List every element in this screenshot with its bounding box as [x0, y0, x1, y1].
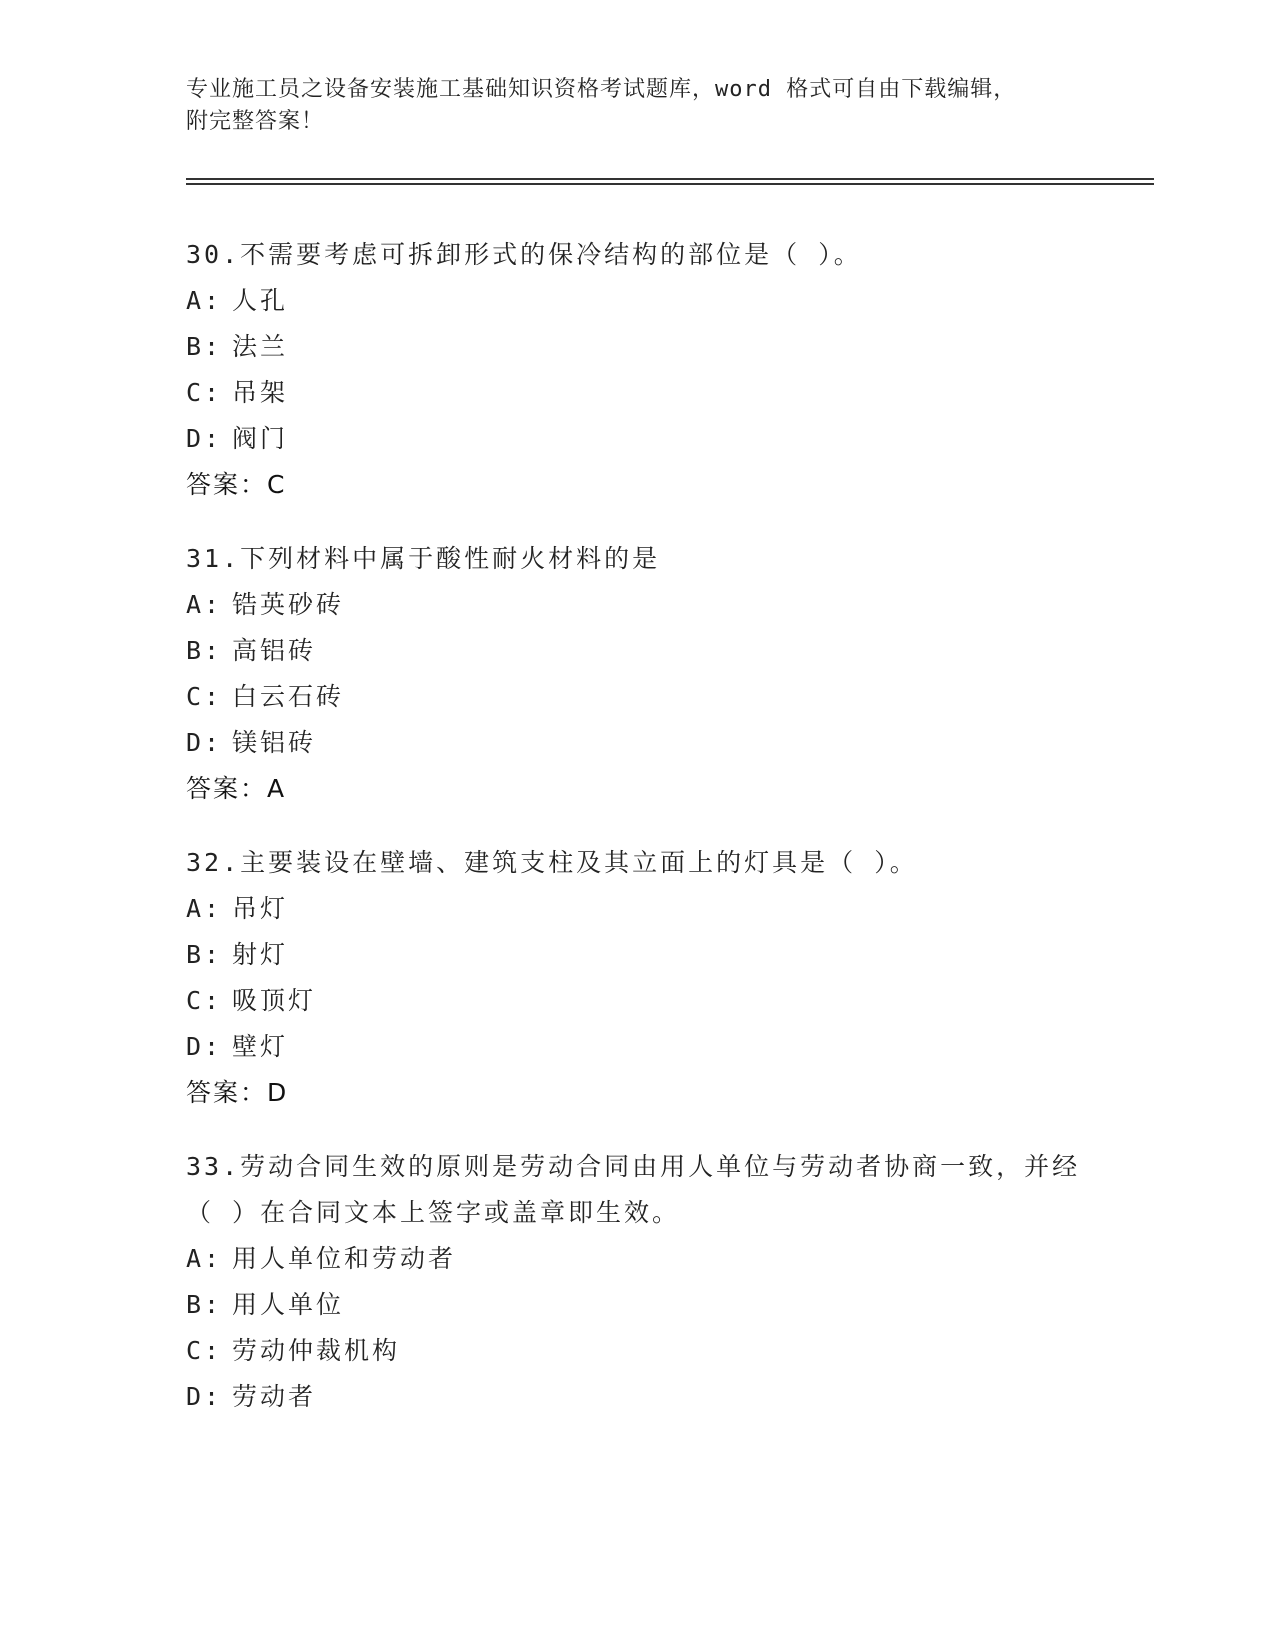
- option-d: [186, 1024, 1086, 1070]
- option-key: D:: [186, 1032, 223, 1061]
- option-c: [186, 370, 1086, 416]
- option-a: [186, 1236, 1086, 1282]
- option-key: A:: [186, 286, 223, 315]
- option-key: A:: [186, 894, 223, 923]
- header-divider-top: [186, 178, 1154, 180]
- question-number: 30.: [186, 240, 241, 269]
- option-text: 壁灯: [232, 1032, 289, 1061]
- option-b: [186, 628, 1086, 674]
- option-c: [186, 674, 1086, 720]
- option-b: [186, 324, 1086, 370]
- question-text: 劳动合同生效的原则是劳动合同由用人单位与劳动者协商一致，并经（ ）在合同文本上签字或盖章即生效。: [186, 1152, 1081, 1227]
- option-key: D:: [186, 1382, 223, 1411]
- option-a: [186, 886, 1086, 932]
- header-divider-bottom: [186, 183, 1154, 185]
- option-key: A:: [186, 1244, 223, 1273]
- option-text: 锆英砂砖: [232, 590, 345, 619]
- header-line-1: 专业施工员之设备安装施工基础知识资格考试题库，word 格式可自由下载编辑，: [186, 77, 1017, 102]
- option-text: 用人单位和劳动者: [232, 1244, 457, 1273]
- question-text: 主要装设在壁墙、建筑支柱及其立面上的灯具是（ ）。: [240, 848, 918, 877]
- question-stem: [186, 840, 1086, 886]
- question-number: 33.: [186, 1152, 241, 1181]
- option-d: [186, 416, 1086, 462]
- option-text: 吊灯: [232, 894, 289, 923]
- option-key: B:: [186, 940, 223, 969]
- question-33: [186, 1144, 1086, 1420]
- option-text: 阀门: [232, 424, 289, 453]
- option-d: [186, 720, 1086, 766]
- option-key: B:: [186, 332, 223, 361]
- option-text: 射灯: [232, 940, 289, 969]
- option-key: C:: [186, 378, 223, 407]
- question-30: [186, 232, 1086, 508]
- option-text: 劳动仲裁机构: [232, 1336, 401, 1365]
- option-d: [186, 1374, 1086, 1420]
- option-text: 镁铝砖: [232, 728, 317, 757]
- option-key: D:: [186, 728, 223, 757]
- option-key: C:: [186, 682, 223, 711]
- question-31: [186, 536, 1086, 812]
- question-text: 下列材料中属于酸性耐火材料的是: [240, 544, 661, 573]
- option-key: A:: [186, 590, 223, 619]
- option-text: 法兰: [232, 332, 289, 361]
- option-b: [186, 932, 1086, 978]
- question-number: 31.: [186, 544, 241, 573]
- option-text: 高铝砖: [232, 636, 317, 665]
- header-line-2: 附完整答案！: [186, 109, 325, 134]
- option-text: 白云石砖: [232, 682, 345, 711]
- option-a: [186, 278, 1086, 324]
- question-text: 不需要考虑可拆卸形式的保冷结构的部位是（ ）。: [240, 240, 862, 269]
- option-a: [186, 582, 1086, 628]
- option-c: [186, 978, 1086, 1024]
- option-text: 吸顶灯: [232, 986, 317, 1015]
- question-stem: [186, 1144, 1086, 1236]
- option-key: B:: [186, 636, 223, 665]
- option-text: 用人单位: [232, 1290, 345, 1319]
- option-text: 人孔: [232, 286, 289, 315]
- answer: 答案：D: [186, 1078, 289, 1107]
- option-key: C:: [186, 986, 223, 1015]
- option-key: B:: [186, 1290, 223, 1319]
- option-key: D:: [186, 424, 223, 453]
- document-header: [186, 74, 1086, 138]
- question-stem: [186, 536, 1086, 582]
- question-stem: [186, 232, 1086, 278]
- option-b: [186, 1282, 1086, 1328]
- question-number: 32.: [186, 848, 241, 877]
- question-32: [186, 840, 1086, 1116]
- option-key: C:: [186, 1336, 223, 1365]
- question-list: [186, 232, 1086, 1448]
- option-text: 吊架: [232, 378, 289, 407]
- answer: 答案：C: [186, 470, 287, 499]
- answer: 答案：A: [186, 774, 287, 803]
- option-text: 劳动者: [232, 1382, 317, 1411]
- option-c: [186, 1328, 1086, 1374]
